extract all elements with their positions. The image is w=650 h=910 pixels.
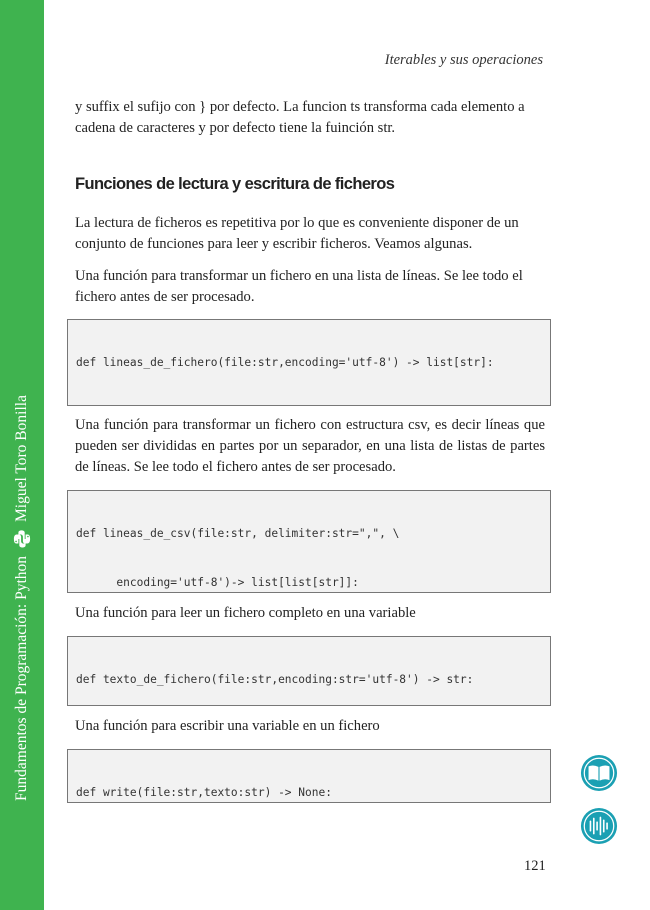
code-line: def texto_de_fichero(file:str,encoding:str='utf-8') -> str: [76,673,474,687]
paragraph-4: Una función para leer un fichero completo en una variable [75,605,416,621]
running-header: Iterables y sus operaciones [384,52,543,68]
paragraph-1: La lectura de ficheros es repetitiva por lo que es conveniente disponer de un conjunto de funciones para leer y escribir ficheros. Veamos algunas. [75,215,519,252]
open-book-icon[interactable] [580,754,618,792]
code-line: def lineas_de_fichero(file:str,encoding='utf-8') -> list[str]: [76,356,494,370]
code-line [76,404,550,406]
code-block-write [67,749,551,803]
sidebar [0,0,44,910]
page-number: 121 [524,858,546,874]
code-block-lineas-de-fichero [67,319,551,406]
book-title: Fundamentos de Programación: Python [13,555,30,801]
python-logo-icon [13,530,31,548]
section-heading: Funciones de lectura y escritura de ficheros [75,175,395,193]
code-line: encoding='utf-8')-> list[list[str]]: [76,576,359,590]
sidebar-vertical-text [13,395,31,801]
code-line: def write(file:str,texto:str) -> None: [76,786,332,800]
code-block-lineas-de-csv [67,490,551,593]
paragraph-5: Una función para escribir una variable en un fichero [75,718,380,734]
paragraph-2: Una función para transformar un fichero en una lista de líneas. Se lee todo el fichero antes de ser procesado. [75,268,523,305]
code-block-texto-de-fichero [67,636,551,706]
code-line: def lineas_de_csv(file:str, delimiter:str=",", \ [76,527,400,541]
intro-paragraph: y suffix el sufijo con } por defecto. La funcion ts transforma cada elemento a cadena de caracteres y por defecto tiene la fuinción str. [75,99,525,136]
author-name: Miguel Toro Bonilla [13,395,30,522]
paragraph-3: Una función para transformar un fichero con estructura csv, es decir líneas que pueden ser divididas en partes por un separador, en una lista de listas de partes de líneas. Se lee todo el fichero antes de ser procesado. [75,417,545,475]
audio-waveform-icon[interactable] [580,807,618,845]
